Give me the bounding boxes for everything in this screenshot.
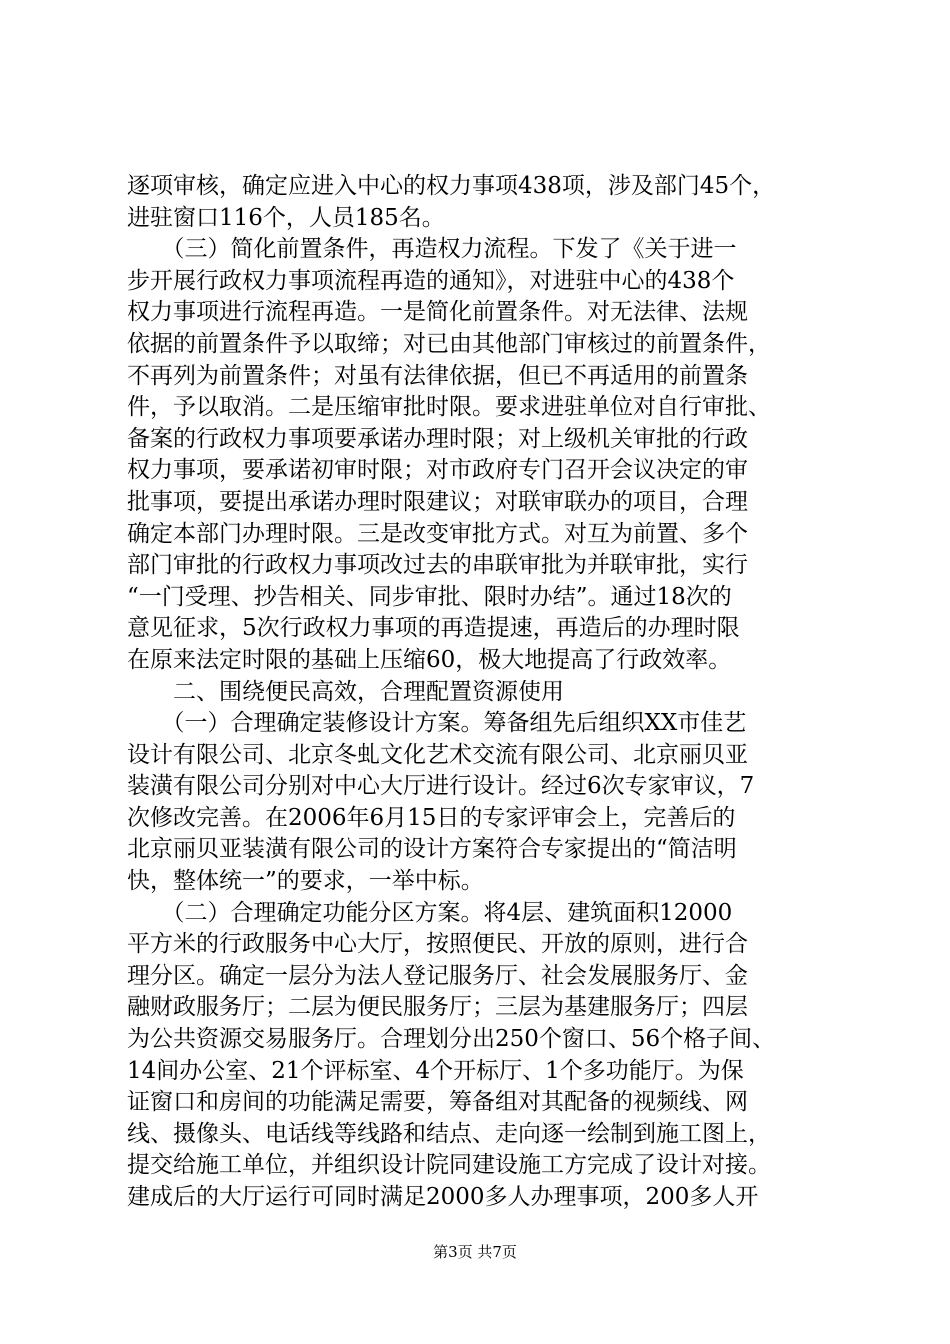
page-number-footer: 第3页 共7页: [433, 1243, 517, 1261]
text-line-19: 设计有限公司、北京冬虬文化艺术交流有限公司、北京丽贝亚: [127, 741, 748, 768]
text-line-29: 14间办公室、21个评标室、4个开标厅、1个多功能厅。为保: [127, 1057, 744, 1084]
text-line-15: 意见征求，5次行政权力事项的再造提速，再造后的办理时限: [127, 615, 740, 642]
text-line-22: 北京丽贝亚装潢有限公司的设计方案符合专家提出的“简洁明: [127, 836, 737, 863]
text-line-20: 装潢有限公司分别对中心大厅进行设计。经过6次专家审议，7: [127, 773, 755, 800]
text-line-5: 权力事项进行流程再造。一是简化前置条件。对无法律、法规: [127, 299, 748, 326]
text-line-30: 证窗口和房间的功能满足需要，筹备组对其配备的视频线、网: [127, 1089, 748, 1116]
text-line-4: 步开展行政权力事项流程再造的通知》，对进驻中心的438个: [127, 267, 735, 294]
text-line-2: 进驻窗口116个，人员185名。: [127, 204, 445, 231]
text-line-26: 理分区。确定一层分为法人登记服务厅、社会发展服务厅、金: [127, 962, 748, 989]
text-line-6: 依据的前置条件予以取缔；对已由其他部门审核过的前置条件，: [127, 330, 771, 357]
text-line-1: 逐项审核，确定应进入中心的权力事项438项，涉及部门45个，: [127, 173, 776, 199]
text-line-12: 确定本部门办理时限。三是改变审批方式。对互为前置、多个: [127, 520, 748, 547]
text-line-23: 快，整体统一”的要求，一举中标。: [127, 868, 484, 895]
text-line-7: 不再列为前置条件；对虽有法律依据，但已不再适用的前置条: [127, 362, 748, 389]
body-text: [127, 171, 835, 1214]
text-line-9: 备案的行政权力事项要承诺办理时限；对上级机关审批的行政: [127, 425, 748, 452]
text-line-18: （一）合理确定装修设计方案。筹备组先后组织XX市佳艺: [127, 710, 747, 737]
text-line-14: “一门受理、抄告相关、同步审批、限时办结”。通过18次的: [127, 583, 732, 610]
text-line-25: 平方米的行政服务中心大厅，按照便民、开放的原则，进行合: [127, 931, 748, 958]
text-line-33: 建成后的大厅运行可同时满足2000多人办理事项，200多人开: [127, 1184, 759, 1210]
text-line-24: （二）合理确定功能分区方案。将4层、建筑面积12000: [127, 899, 733, 926]
text-line-10: 权力事项，要承诺初审时限；对市政府专门召开会议决定的审: [127, 457, 748, 484]
section-heading: 二、围绕便民高效，合理配置资源使用: [127, 678, 564, 705]
text-line-21: 次修改完善。在2006年6月15日的专家评审会上，完善后的: [127, 804, 736, 831]
text-line-28: 为公共资源交易服务厅。合理划分出250个窗口、56个格子间、: [127, 1026, 776, 1053]
text-line-13: 部门审批的行政权力事项改过去的串联审批为并联审批，实行: [127, 552, 748, 579]
text-line-32: 提交给施工单位，并组织设计院同建设施工方完成了设计对接。: [127, 1152, 771, 1179]
text-line-3: （三）简化前置条件，再造权力流程。下发了《关于进一: [127, 236, 737, 263]
text-line-16: 在原来法定时限的基础上压缩60，极大地提高了行政效率。: [127, 646, 732, 673]
text-line-27: 融财政服务厅；二层为便民服务厅；三层为基建服务厅；四层: [127, 994, 748, 1021]
text-line-31: 线、摄像头、电话线等线路和结点、走向逐一绘制到施工图上，: [127, 1120, 771, 1147]
text-line-8: 件，予以取消。二是压缩审批时限。要求进驻单位对自行审批、: [127, 394, 771, 421]
text-line-11: 批事项，要提出承诺办理时限建议；对联审联办的项目，合理: [127, 488, 748, 515]
